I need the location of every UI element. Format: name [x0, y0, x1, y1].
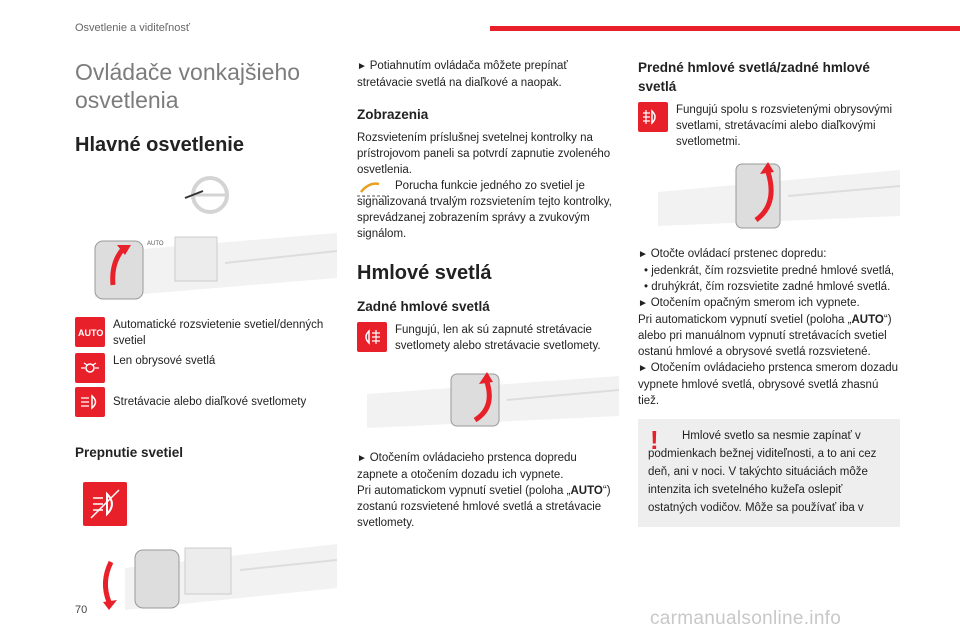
- legend-auto-text: Automatické rozsvietenie svetiel/denných svetiel: [113, 319, 324, 347]
- heading-front-rear-fog: Predné hmlové svetlá/zadné hmlové svetlá: [638, 60, 870, 94]
- front-fog-icon: [638, 102, 668, 132]
- legend-headlight-text: Stretávacie alebo diaľkové svetlomety: [113, 396, 307, 408]
- column-1: [75, 52, 337, 612]
- heading-light-switch: Prepnutie svetiel: [75, 445, 184, 460]
- page-header-section: Osvetlenie a viditeľnosť: [75, 22, 190, 34]
- rear-fog-icon: [357, 322, 387, 352]
- rear-fog-stalk-illustration: [357, 364, 619, 434]
- headlight-switch-icon: [83, 482, 127, 526]
- front-fog-stalk-illustration: [638, 156, 900, 232]
- steering-wheel-illustration: [75, 175, 337, 215]
- ring-back-text: ► Otočením ovládacieho prstenca smerom dozadu vypnete hmlové svetlá, obrysové svetlá zhasnú tiež.: [638, 362, 899, 407]
- header-accent-rule: [490, 26, 960, 31]
- legend-item-headlight: [75, 387, 337, 417]
- heading-rear-fog: Zadné hmlové svetlá: [357, 299, 490, 314]
- legend-item-position: [75, 353, 337, 383]
- page-number: 70: [75, 604, 88, 616]
- rear-fog-auto-text: Pri automatickom vypnutí svetiel (poloha „AUTO“) zostanú rozsvietené hmlové svetlá a stretávacie svetlomety.: [357, 485, 611, 529]
- auto-off-text: Pri automatickom vypnutí svetiel (poloha „AUTO“) alebo pri manuálnom vypnutí stretávacích svetiel ostanú hmlové a obrysové svetlá rozsvietené.: [638, 314, 892, 358]
- front-fog-text: Fungujú spolu s rozsvietenými obrysovými svetlami, stretávacími alebo diaľkovými svetlometmi.: [676, 104, 893, 148]
- pull-stalk-text: ► Potiahnutím ovládača môžete prepínať stretávacie svetlá na diaľkové a naopak.: [357, 60, 568, 89]
- heading-displays: Zobrazenia: [357, 107, 429, 122]
- stalk-auto-label: AUTO: [147, 241, 164, 247]
- page-title: Ovládače vonkajšieho osvetlenia: [75, 59, 301, 113]
- watermark: carmanualsonline.info: [650, 608, 842, 629]
- position-light-icon: [75, 353, 105, 383]
- bullet-item-2: • druhýkrát, čím rozsvietite zadné hmlové svetlá.: [644, 281, 891, 293]
- warning-text: Hmlové svetlo sa nesmie zapínať v podmienkach bežnej viditeľnosti, a to ani cez deň, ani v noci. V takýchto situáciách môže intenzita ich svetelného kužeľa oslepiť ostatných vodičov. Môže sa používať iba v: [648, 430, 877, 514]
- fog-warning-box: [638, 419, 900, 527]
- bullet-item-1: • jedenkrát, čím rozsvietite predné hmlové svetlá,: [644, 265, 895, 277]
- fault-warning: [357, 178, 619, 242]
- column-2: [357, 52, 619, 531]
- light-stalk-illustration: [75, 223, 337, 303]
- heading-fog-lights: Hmlové svetlá: [357, 262, 492, 284]
- front-fog-row: [638, 102, 900, 150]
- headlight-icon: [75, 387, 105, 417]
- turn-off-text: ► Otočením opačným smerom ich vypnete.: [638, 297, 860, 309]
- turn-ring-text: ► Otočte ovládací prstenec dopredu:: [638, 248, 827, 260]
- heading-main-lighting: Hlavné osvetlenie: [75, 134, 244, 156]
- auto-light-icon: [75, 317, 105, 347]
- display-text: Rozsvietením príslušnej svetelnej kontrolky na prístrojovom paneli sa potvrdí zapnutie zvoleného osvetlenia.: [357, 132, 611, 176]
- warning-exclamation-icon: !: [650, 425, 659, 455]
- legend-item-auto: [75, 317, 337, 349]
- column-3: [638, 52, 900, 527]
- fault-warning-icon: [357, 178, 389, 202]
- stalk-switch-illustration: [75, 532, 337, 612]
- rear-fog-turn-text: ► Otočením ovládacieho prstenca dopredu zapnete a otočením dozadu ich vypnete.: [357, 452, 577, 481]
- rear-fog-row: [357, 322, 619, 354]
- legend-position-text: Len obrysové svetlá: [113, 355, 216, 367]
- fault-text: Porucha funkcie jedného zo svetiel je signalizovaná trvalým rozsvietením tejto kontrolky, sprevádzanej zobrazením správy a zvukovým signálom.: [357, 180, 612, 240]
- rear-fog-text: Fungujú, len ak sú zapnuté stretávacie svetlomety alebo stretávacie svetlomety.: [395, 324, 601, 352]
- svg-text:AUTO: AUTO: [78, 328, 104, 338]
